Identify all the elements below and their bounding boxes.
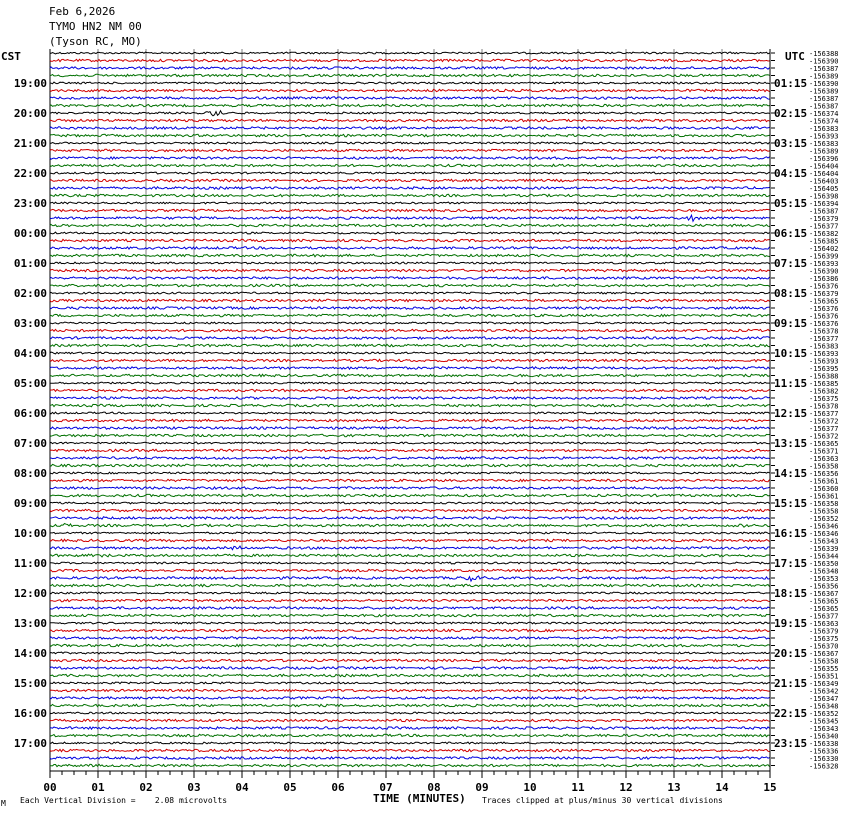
trace-offset-label: -156393	[809, 260, 839, 268]
seismic-trace	[50, 52, 770, 54]
trace-offset-label: -156379	[809, 290, 839, 298]
trace-offset-label: -156404	[809, 170, 839, 178]
seismic-trace	[50, 82, 770, 84]
local-hour-label: 07:00	[13, 437, 47, 450]
seismic-trace	[50, 757, 770, 759]
x-tick-label: 05	[283, 781, 297, 794]
seismic-trace	[50, 157, 770, 159]
trace-offset-label: -156349	[809, 680, 839, 688]
local-hour-label: 10:00	[13, 527, 47, 540]
seismic-trace	[50, 487, 770, 489]
seismic-trace	[50, 404, 770, 406]
seismic-trace	[50, 374, 770, 376]
utc-hour-label: 09:15	[774, 317, 808, 330]
utc-hour-label: 04:15	[774, 167, 808, 180]
seismic-trace	[50, 172, 770, 174]
trace-offset-label: -156398	[809, 192, 839, 201]
local-hour-label: 13:00	[13, 617, 47, 630]
x-tick-label: 11	[571, 781, 585, 794]
trace-offset-label: -156365	[809, 440, 839, 448]
x-tick-label: 12	[619, 781, 633, 794]
trace-offset-label: -156399	[809, 252, 839, 261]
local-hour-label: 19:00	[13, 77, 47, 90]
x-tick-label: 13	[667, 781, 681, 794]
utc-hour-label: 07:15	[774, 257, 808, 270]
seismic-trace	[50, 292, 770, 294]
trace-offset-label: -156356	[809, 582, 839, 591]
trace-offset-label: -156377	[809, 410, 839, 418]
trace-offset-label: -156358	[809, 657, 839, 666]
seismic-trace	[50, 142, 770, 144]
local-hour-label: 02:00	[13, 287, 47, 300]
utc-hour-label: 17:15	[774, 557, 808, 570]
utc-hour-label: 12:15	[774, 407, 808, 420]
utc-hour-label: 22:15	[774, 707, 808, 720]
seismic-trace	[50, 329, 770, 331]
trace-offset-label: -156404	[809, 162, 839, 171]
seismic-trace	[50, 652, 770, 654]
trace-offset-label: -156351	[809, 672, 839, 681]
trace-offset-label: -156363	[809, 620, 839, 628]
seismic-trace	[50, 479, 770, 481]
seismic-trace	[50, 622, 770, 624]
x-tick-label: 14	[715, 781, 729, 794]
seismic-trace	[50, 517, 770, 519]
trace-offset-label: -156376	[809, 282, 839, 291]
seismic-trace	[50, 215, 770, 221]
trace-offset-label: -156338	[809, 740, 839, 748]
seismic-trace	[50, 232, 770, 234]
seismic-trace	[50, 442, 770, 444]
trace-offset-label: -156348	[809, 702, 839, 711]
trace-offset-label: -156365	[809, 297, 839, 306]
seismic-trace	[50, 719, 770, 721]
utc-hour-label: 20:15	[774, 647, 808, 660]
utc-hour-label: 06:15	[774, 227, 808, 240]
trace-offset-label: -156396	[809, 155, 839, 163]
trace-offset-label: -156388	[809, 372, 839, 381]
seismic-trace	[50, 209, 770, 211]
trace-offset-label: -156379	[809, 215, 839, 223]
trace-offset-label: -156346	[809, 522, 839, 531]
trace-offset-label: -156389	[809, 147, 839, 156]
local-hour-label: 11:00	[13, 557, 47, 570]
seismic-trace	[50, 352, 770, 354]
seismic-trace	[50, 367, 770, 369]
local-hour-label: 09:00	[13, 497, 47, 510]
local-hour-label: 01:00	[13, 257, 47, 270]
seismic-trace	[50, 637, 770, 639]
local-hour-label: 20:00	[13, 107, 47, 120]
local-hour-label: 04:00	[13, 347, 47, 360]
trace-offset-label: -156387	[809, 207, 839, 216]
seismic-trace	[50, 599, 770, 601]
seismic-trace	[50, 449, 770, 451]
x-tick-label: 10	[523, 781, 537, 794]
seismic-trace	[50, 59, 770, 61]
trace-offset-label: -156375	[809, 635, 839, 643]
seismic-trace	[50, 546, 770, 550]
seismic-trace	[50, 434, 770, 436]
seismic-trace	[50, 202, 770, 204]
local-hour-label: 17:00	[13, 737, 47, 750]
utc-hour-label: 05:15	[774, 197, 808, 210]
trace-offset-label: -156393	[809, 350, 839, 358]
x-tick-label: 09	[475, 781, 489, 794]
trace-offset-label: -156339	[809, 545, 839, 553]
trace-offset-label: -156377	[809, 425, 839, 433]
trace-offset-label: -156365	[809, 605, 839, 613]
seismic-trace	[50, 284, 770, 286]
seismic-trace	[50, 187, 770, 189]
trace-offset-label: -156377	[809, 612, 839, 621]
local-hour-label: 22:00	[13, 167, 47, 180]
local-hour-label: 00:00	[13, 227, 47, 240]
local-hour-label: 08:00	[13, 467, 47, 480]
trace-offset-label: -156383	[809, 140, 839, 148]
x-tick-label: 01	[91, 781, 105, 794]
trace-offset-label: -156356	[809, 470, 839, 478]
seismic-trace	[50, 277, 770, 279]
seismic-trace	[50, 239, 770, 241]
x-tick-label: 04	[235, 781, 249, 794]
local-hour-label: 21:00	[13, 137, 47, 150]
trace-offset-label: -156355	[809, 665, 839, 673]
header-date: Feb 6,2026	[49, 5, 116, 18]
utc-hour-label: 02:15	[774, 107, 808, 120]
trace-offset-label: -156388	[809, 50, 839, 58]
seismic-trace	[50, 89, 770, 91]
trace-offset-label: -156350	[809, 560, 839, 568]
seismic-trace	[50, 194, 770, 196]
utc-hour-label: 16:15	[774, 527, 808, 540]
clip-note: Traces clipped at plus/minus 30 vertical divisions	[482, 796, 723, 805]
x-tick-label: 08	[427, 781, 441, 794]
x-tick-label: 02	[139, 781, 153, 794]
seismic-trace	[50, 254, 770, 256]
seismic-trace	[50, 67, 770, 69]
trace-offset-label: -156374	[809, 117, 839, 126]
seismic-trace	[50, 614, 770, 616]
trace-offset-label: -156372	[809, 432, 839, 441]
header-station: TYMO HN2 NM 00	[49, 20, 142, 33]
seismic-trace	[50, 134, 770, 136]
utc-hour-label: 18:15	[774, 587, 808, 600]
seismic-trace	[50, 734, 770, 736]
seismic-trace	[50, 569, 770, 571]
seismic-trace	[50, 689, 770, 691]
trace-offset-label: -156365	[809, 597, 839, 606]
trace-offset-label: -156347	[809, 695, 839, 703]
seismic-trace	[50, 337, 770, 339]
seismic-trace	[50, 607, 770, 609]
seismic-trace	[50, 382, 770, 384]
trace-offset-label: -156405	[809, 185, 839, 193]
seismic-trace	[50, 674, 770, 676]
trace-offset-label: -156390	[809, 80, 839, 88]
utc-hour-label: 14:15	[774, 467, 808, 480]
seismic-trace	[50, 764, 770, 766]
seismic-trace	[50, 111, 770, 116]
seismic-trace	[50, 397, 770, 399]
x-tick-label: 00	[43, 781, 57, 794]
utc-hour-label: 01:15	[774, 77, 808, 90]
seismic-trace	[50, 562, 770, 564]
seismic-trace	[50, 74, 770, 76]
trace-offset-label: -156348	[809, 567, 839, 576]
seismic-trace	[50, 179, 770, 181]
trace-offset-label: -156336	[809, 747, 839, 756]
x-tick-label: 07	[379, 781, 393, 794]
seismic-trace	[50, 224, 770, 226]
utc-label: UTC	[785, 50, 805, 63]
trace-offset-label: -156395	[809, 365, 839, 373]
seismic-trace	[50, 472, 770, 474]
seismic-trace	[50, 704, 770, 706]
trace-offset-label: -156361	[809, 492, 839, 501]
seismic-trace	[50, 389, 770, 391]
trace-offset-label: -156386	[809, 275, 839, 283]
seismic-trace	[50, 149, 770, 151]
local-hour-label: 23:00	[13, 197, 47, 210]
trace-offset-label: -156346	[809, 530, 839, 538]
seismic-trace	[50, 584, 770, 586]
seismic-trace	[50, 269, 770, 271]
trace-offset-label: -156372	[809, 417, 839, 426]
trace-offset-label: -156376	[809, 312, 839, 321]
trace-offset-label: -156353	[809, 575, 839, 583]
trace-offset-label: -156394	[809, 200, 839, 208]
seismic-trace	[50, 682, 770, 684]
seismic-trace	[50, 412, 770, 414]
seismic-trace	[50, 164, 770, 166]
trace-offset-label: -156343	[809, 537, 839, 546]
trace-offset-label: -156343	[809, 725, 839, 733]
seismic-trace	[50, 127, 770, 129]
trace-offset-label: -156383	[809, 125, 839, 133]
seismic-trace	[50, 644, 770, 646]
trace-offset-label: -156371	[809, 447, 839, 456]
seismic-trace	[50, 532, 770, 534]
local-hour-label: 16:00	[13, 707, 47, 720]
trace-offset-label: -156352	[809, 710, 839, 718]
trace-offset-label: -156385	[809, 237, 839, 246]
seismic-trace	[50, 322, 770, 324]
trace-offset-label: -156389	[809, 87, 839, 96]
trace-offset-label: -156389	[809, 72, 839, 81]
seismic-trace	[50, 749, 770, 751]
trace-offset-label: -156375	[809, 395, 839, 403]
trace-offset-label: -156393	[809, 132, 839, 141]
seismic-trace	[50, 576, 770, 581]
trace-offset-label: -156378	[809, 327, 839, 336]
seismic-trace	[50, 307, 770, 309]
seismic-trace	[50, 359, 770, 361]
x-axis-title: TIME (MINUTES)	[373, 792, 466, 805]
trace-offset-label: -156377	[809, 335, 839, 343]
trace-offset-label: -156393	[809, 357, 839, 366]
trace-offset-label: -156342	[809, 687, 839, 696]
seismic-trace	[50, 314, 770, 316]
trace-offset-label: -156382	[809, 230, 839, 238]
trace-offset-label: -156376	[809, 320, 839, 328]
trace-offset-label: -156361	[809, 477, 839, 486]
seismic-trace	[50, 494, 770, 496]
x-tick-label: 15	[763, 781, 777, 794]
seismic-trace	[50, 427, 770, 429]
seismic-trace	[50, 104, 770, 106]
trace-offset-label: -156377	[809, 222, 839, 231]
trace-offset-label: -156358	[809, 507, 839, 516]
utc-hour-label: 08:15	[774, 287, 808, 300]
x-tick-label: 06	[331, 781, 345, 794]
trace-offset-label: -156382	[809, 387, 839, 396]
seismic-trace	[50, 592, 770, 594]
seismic-trace	[50, 509, 770, 511]
trace-offset-label: -156358	[809, 500, 839, 508]
trace-offset-label: -156387	[809, 65, 839, 73]
seismic-trace	[50, 262, 770, 264]
utc-hour-label: 03:15	[774, 137, 808, 150]
utc-hour-label: 10:15	[774, 347, 808, 360]
seismic-trace	[50, 299, 770, 301]
utc-hour-label: 21:15	[774, 677, 808, 690]
trace-offset-label: -156328	[809, 762, 839, 771]
trace-offset-label: -156374	[809, 110, 839, 118]
scale-note: Each Vertical Division = 2.08 microvolts	[20, 796, 228, 805]
seismic-trace	[50, 502, 770, 504]
trace-offset-label: -156358	[809, 462, 839, 471]
trace-offset-label: -156383	[809, 342, 839, 351]
seismic-trace	[50, 524, 770, 528]
seismic-trace	[50, 659, 770, 661]
trace-offset-label: -156387	[809, 95, 839, 103]
trace-offset-label: -156340	[809, 732, 839, 741]
seismic-trace	[50, 629, 770, 631]
local-hour-label: 05:00	[13, 377, 47, 390]
trace-offset-label: -156390	[809, 57, 839, 66]
seismic-trace	[50, 697, 770, 699]
seismic-trace	[50, 742, 770, 744]
trace-offset-label: -156379	[809, 627, 839, 636]
trace-offset-label: -156352	[809, 515, 839, 523]
header-location: (Tyson RC, MO)	[49, 35, 142, 48]
trace-offset-label: -156385	[809, 380, 839, 388]
trace-offset-label: -156370	[809, 642, 839, 651]
utc-hour-label: 11:15	[774, 377, 808, 390]
seismic-trace	[50, 554, 770, 557]
seismic-trace	[50, 539, 770, 541]
local-hour-label: 06:00	[13, 407, 47, 420]
seismic-trace	[50, 727, 770, 729]
trace-offset-label: -156387	[809, 102, 839, 111]
seismic-trace	[50, 667, 770, 669]
local-hour-label: 03:00	[13, 317, 47, 330]
cst-label: CST	[1, 50, 21, 63]
trace-offset-label: -156367	[809, 650, 839, 658]
seismic-trace	[50, 464, 770, 466]
logo-mark: M	[1, 799, 6, 808]
seismic-trace	[50, 457, 770, 459]
utc-hour-label: 19:15	[774, 617, 808, 630]
seismic-trace	[50, 712, 770, 714]
utc-hour-label: 13:15	[774, 437, 808, 450]
utc-hour-label: 15:15	[774, 497, 808, 510]
trace-offset-label: -156344	[809, 552, 839, 561]
trace-offset-label: -156378	[809, 402, 839, 411]
trace-offset-label: -156390	[809, 267, 839, 276]
trace-offset-label: -156402	[809, 245, 839, 253]
x-tick-label: 03	[187, 781, 201, 794]
seismic-trace	[50, 97, 770, 99]
trace-offset-label: -156403	[809, 177, 839, 186]
seismic-trace	[50, 119, 770, 121]
local-hour-label: 15:00	[13, 677, 47, 690]
seismic-trace	[50, 247, 770, 249]
trace-offset-label: -156363	[809, 455, 839, 463]
trace-offset-label: -156345	[809, 717, 839, 726]
local-hour-label: 14:00	[13, 647, 47, 660]
trace-offset-label: -156360	[809, 485, 839, 493]
seismic-trace	[50, 419, 770, 421]
trace-offset-label: -156376	[809, 305, 839, 313]
utc-hour-label: 23:15	[774, 737, 808, 750]
trace-offset-label: -156367	[809, 590, 839, 598]
local-hour-label: 12:00	[13, 587, 47, 600]
seismic-trace	[50, 344, 770, 346]
trace-offset-label: -156330	[809, 755, 839, 763]
